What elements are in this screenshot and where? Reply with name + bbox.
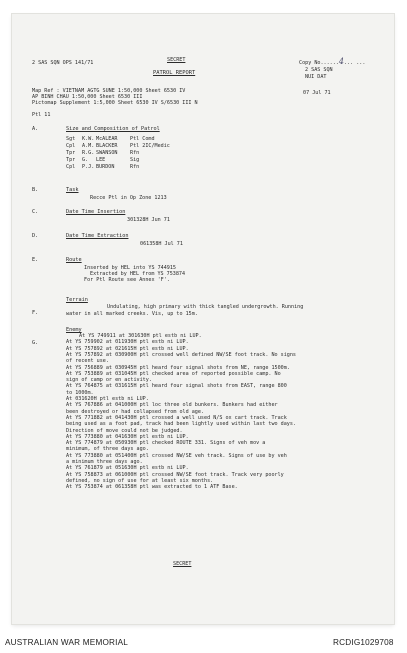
enemy-line: defined, no sign of use for at least six months. [66,477,214,484]
member-rank: Cpl [66,143,76,149]
enemy-line: At YS 764875 at 031615H ptl heard four signal shots from EAST, range 800 [66,383,287,390]
member-role: Sig [130,157,140,163]
member-role: Rfn [130,150,140,156]
section-d-text: 061358H Jul 71 [140,241,183,247]
route-line: Extracted by HEL from YS 753874 [90,271,186,277]
classification-bottom: SECRET [173,561,192,567]
enemy-line: At YS 773880 at 041630H ptl estb ni LUP. [66,433,189,440]
section-c-title: Date Time Insertion [66,209,126,215]
enemy-line: At YS 757892 at 021615H ptl estb ni LUP. [66,345,189,352]
enemy-line: At 031620H ptl estb ni LUP. [66,396,149,402]
map-ref-line-3: Pictomap Supplement 1:5,000 Sheet 6530 IV S/6530 III N [32,100,198,106]
member-initials: A.M. [82,143,95,149]
member-row [66,150,139,156]
enemy-line: At YS 756889 at 030945H ptl heard four signal shots from NE, range 1500m. [66,364,290,371]
member-surname: SWANSON [96,150,118,156]
enemy-line: At YS 749911 at 301630H ptl estb ni LUP. [79,333,202,339]
route-line: Inserted by HEL into YS 744915 [84,265,177,271]
member-role: Ptl 2IC/Medic [130,143,170,149]
section-f-letter: F. [32,310,39,316]
archive-reference: RCDIG1029708 [333,638,394,647]
member-rank: Cpl [66,164,76,170]
document-title: PATROL REPORT [153,70,196,76]
enemy-line: At YS 757892 at 030900H ptl crossed well defined NW/SE foot track. No signs [66,351,297,358]
member-rank: Sgt [66,136,76,142]
section-f-title: Terrain [66,297,88,303]
member-role: Rfn [130,164,140,170]
enemy-line: At YS 759902 at 011930H ptl estb ni LUP. [66,339,189,346]
enemy-line: At YS 773880 at 051400H ptl crossed NW/SE veh track. Signs of use by veh [66,452,287,459]
issuing-unit: 2 SAS SQN [305,67,333,73]
section-g-title: Enemy [66,327,82,333]
enemy-line: of recent use. [66,358,109,365]
classification-top: SECRET [167,57,186,63]
patrol-id: Ptl 11 [32,112,51,118]
section-c-text: 301328H Jun 71 [127,217,170,223]
member-surname: LEE [96,157,106,163]
enemy-line: being used as a foot pad, track had been lightly used within last two days. [66,421,297,428]
enemy-line: At YS 753889 at 031045H ptl checked area of reported possible camp. No [66,370,281,377]
copy-number [299,59,365,66]
route-line: For Ptl Route see Annex 'F'. [84,277,170,283]
member-rank: Tpr [66,157,76,163]
terrain-line-2: water in all marked creeks. Vis, up to 15m. [66,311,198,317]
enemy-line: been destroyed or had collapsed from old age. [66,408,205,415]
enemy-line: At YS 761879 at 051630H ptl estb ni LUP. [66,465,189,472]
section-b-text: Recce Ptl in Op Zone 1213 [90,195,167,201]
section-d-title: Date Time Extraction [66,233,129,239]
document-page [12,14,394,624]
terrain-line-1: Undulating, high primary with thick tangled undergrowth. Running [107,304,304,310]
enemy-line: to 1000m. [66,389,94,396]
enemy-line: a minimum three days ago. [66,459,143,465]
enemy-line: At YS 767886 at 041000H ptl loc three old bunkers. Bunkers had either [66,402,278,409]
member-row [66,157,139,163]
issuing-location: NUI DAT [305,74,327,80]
member-initials: K.W. [82,136,95,142]
copy-number-label: Copy No...... [299,60,339,66]
section-c-letter: C. [32,209,39,215]
member-row [66,136,155,142]
member-surname: BURDON [96,164,115,170]
map-ref-line-1: Map Ref : VIETNAM AGTG SUNE 1:50,000 Sheet 6530 IV [32,88,186,94]
map-ref-line-2: AP BINH CHAU 1:50,000 Sheet 6530 III [32,94,143,100]
section-e-title: Route [66,257,82,263]
section-b-title: Task [66,187,79,193]
archive-credit: AUSTRALIAN WAR MEMORIAL [5,638,129,647]
member-surname: McALEAR [96,136,118,142]
member-initials: G. [82,157,89,163]
section-e-letter: E. [32,257,39,263]
member-surname: BLACKER [96,143,118,149]
member-row [66,164,139,170]
enemy-line: At YS 774879 at 050930H ptl checked ROUTE 331. Signs of veh mov a [66,440,266,447]
member-row [66,143,170,149]
section-a-letter: A. [32,126,39,132]
unit-reference: 2 SAS SQN OPS 141/71 [32,60,94,66]
copy-number-handwritten: 4 [338,57,344,66]
section-b-letter: B. [32,187,39,193]
enemy-line: minimum, of three days ago. [66,446,149,453]
section-d-letter: D. [32,233,39,239]
enemy-line: At YS 758873 at 061000H ptl crossed NW/SE foot track. Track very poorly [66,471,284,478]
member-initials: R.G. [82,150,95,156]
enemy-line: At YS 771882 at 041430H ptl crossed a well used N/S ox cart track. Track [66,414,287,421]
enemy-line: Direction of move could not be judged. [66,427,183,434]
enemy-line: At YS 753874 at 061358H ptl was extracted to 1 ATF Base. [66,484,238,491]
enemy-line: sign of camp or en activity. [66,377,152,384]
copy-of: ... ... [343,60,366,66]
report-date: 07 Jul 71 [303,90,331,96]
member-initials: P.J. [82,164,95,170]
member-role: Ptl Comd [130,136,155,142]
member-rank: Tpr [66,150,76,156]
section-a-title: Size and Composition of Patrol [66,126,160,132]
section-g-letter: G. [32,340,39,346]
